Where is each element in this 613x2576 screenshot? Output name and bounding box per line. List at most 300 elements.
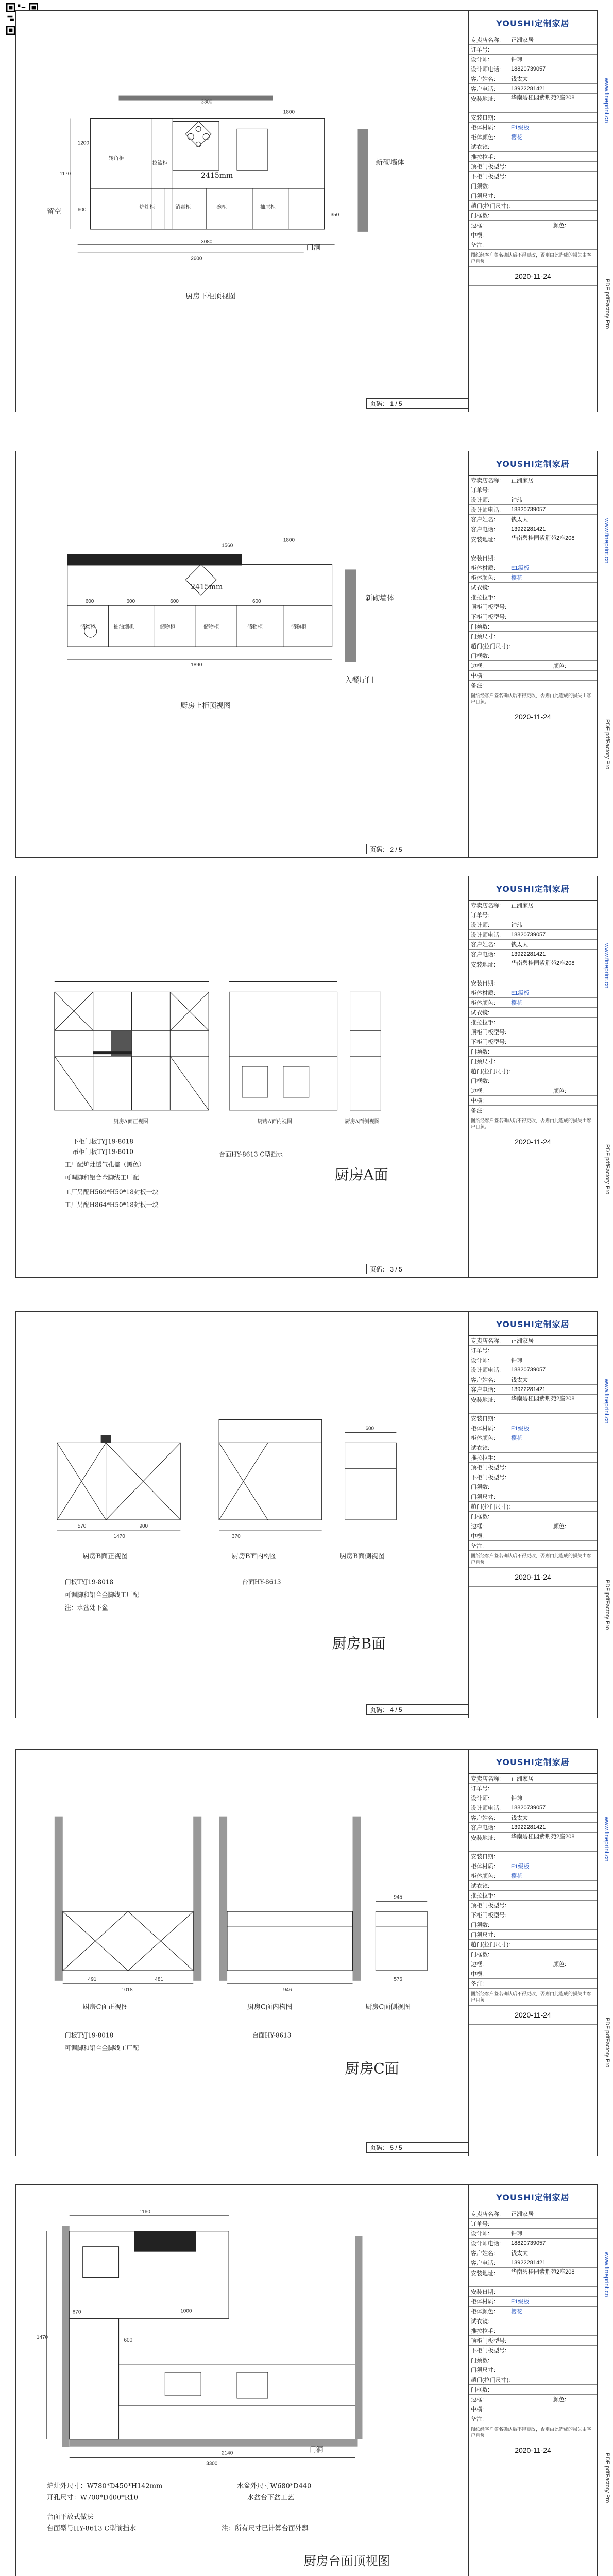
section-title: 厨房A面 [334,1166,388,1183]
info-value: 13922281421 [511,1386,546,1393]
info-row [469,1521,597,1531]
info-key: 顶柜门板型号: [471,604,507,611]
view-b-side: 厨房B面侧视图 [339,1552,385,1561]
info-key: 门框数: [471,2387,490,2393]
note-cutout-size: 开孔尺寸：W700*D400*R10 [46,2494,138,2502]
info-row [469,181,597,191]
info-key: 试衣镜: [471,2318,490,2325]
info-value: 樱花 [511,575,522,581]
dim-w2: 1890 [191,662,202,668]
info-key: 门框数: [471,653,490,659]
info-key: 客户电话: [471,86,496,92]
info-row [469,1018,597,1027]
note-countertop: 台面HY-8613 C型挡水 [219,1150,283,1158]
section-title: 厨房B面 [332,1635,386,1652]
brand-logo: YOUSHI定制家居 [469,1750,597,1774]
dim-h1: 1170 [59,171,71,177]
info-value: 13922281421 [511,2260,546,2266]
info-key: 下柜门板型号: [471,1039,507,1045]
info-row [469,2336,597,2346]
note-sink-size: 水盆外尺寸W680*D440 [237,2482,312,2490]
info-panel [468,1750,597,2156]
info-key: 趟门(拉门尺寸): [471,2377,510,2383]
note-countertop: 台面HY-8613 [252,2031,292,2039]
info-value: 18820739057 [511,506,546,513]
info-key: 顶柜门板型号: [471,1029,507,1036]
section-title: 厨房台面顶视图 [303,2554,390,2569]
info-row [469,1940,597,1950]
info-row [469,2404,597,2414]
info-row [469,563,597,573]
dim-945: 945 [394,1894,402,1901]
info-panel [468,11,597,412]
info-row [469,661,597,671]
notice-text: 图纸经客户签名确认后不得更改，否则由此造成的损失由客户自负。 [469,690,597,707]
info-row [469,1423,597,1433]
info-key: 门须数: [471,624,490,630]
view-c-side: 厨房C面侧视图 [365,2003,411,2011]
info-row [469,2258,597,2268]
dim-1160: 1160 [139,2209,150,2215]
info-value: E1级板 [511,990,530,996]
view-c-inner: 厨房C面内构图 [247,2003,293,2011]
dim-946: 946 [283,1987,292,1993]
info-key: 专卖店名称: [471,1338,501,1344]
info-key: 下柜门板型号: [471,2348,507,2354]
info-value: 18820739057 [511,66,546,72]
dim-576: 576 [394,1976,402,1982]
info-row [469,573,597,583]
info-row [469,45,597,55]
info-row [469,64,597,74]
info-value: 钟玮 [511,922,522,928]
brand-logo: YOUSHI定制家居 [469,2185,597,2209]
info-row [469,1852,597,1861]
dim-900: 900 [139,1523,148,1529]
page-number: 页码： 2 / 5 [366,844,469,854]
info-key: 下柜门板型号: [471,614,507,620]
info-row [469,1813,597,1823]
info-panel [468,2185,597,2576]
dim-1470: 1470 [36,2335,48,2341]
info-row [469,959,597,978]
info-value: 华南碧桂园紫荆苑2座208 [511,535,575,541]
note-adjustable-feet: 可调脚和铝合金脚线工厂配 [64,2044,139,2052]
info-value: 钱太太 [511,517,528,523]
info-row [469,1803,597,1813]
info-row [469,123,597,132]
date: 2020-11-24 [469,2006,597,2025]
info-key: 备注: [471,1543,484,1549]
info-key: 安装地址: [471,96,496,103]
info-key: 柜体材质: [471,125,496,131]
dim-h2: 600 [77,207,87,213]
info-value: 钟玮 [511,1795,522,1802]
info-row [469,612,597,622]
color-key: 颜色: [553,1088,566,1094]
info-key: 设计师电话: [471,66,501,73]
info-key: 顶柜门板型号: [471,164,507,170]
info-key: 趟门(拉门尺寸): [471,643,510,650]
info-key: 设计师: [471,2231,490,2237]
info-key: 顶柜门板型号: [471,2338,507,2344]
info-key: 中横: [471,1098,484,1104]
info-row [469,2297,597,2307]
info-key: 柜体颜色: [471,134,496,141]
dim-d3: 600 [170,599,179,605]
info-value: 钱太太 [511,76,528,82]
pdf-label: PDF pdfFactory Pro [604,2018,610,2068]
info-row [469,2395,597,2404]
info-key: 设计师: [471,497,490,503]
info-value: 正洲家居 [511,2211,534,2217]
dim-600: 600 [365,1426,374,1432]
info-row [469,1881,597,1891]
info-value: 钱太太 [511,1815,528,1821]
info-key: 订单号: [471,47,490,53]
info-row [469,1037,597,1047]
info-row [469,142,597,152]
info-key: 趟门(拉门尺寸): [471,1942,510,1948]
info-key: 边框: [471,1088,484,1094]
info-key: 安装地址: [471,537,496,543]
info-row [469,524,597,534]
info-row [469,651,597,661]
info-key: 门框数: [471,1078,490,1084]
watermark-url[interactable]: www.fineprint.cn [603,1817,610,1862]
sheet-4 [15,1311,610,1718]
note-vent-cover: 工厂配炉灶透气孔盖（黑色） [64,1161,145,1168]
info-row [469,1541,597,1551]
info-value: 华南碧桂园紫荆苑2座208 [511,95,575,101]
info-row [469,1793,597,1803]
view-a-side: 厨房A面侧视图 [345,1118,380,1125]
info-key: 柜体颜色: [471,575,496,581]
info-panel [468,876,597,1277]
brand-logo: YOUSHI定制家居 [469,451,597,476]
info-row [469,1057,597,1066]
date: 2020-11-24 [469,1132,597,1151]
info-key: 试衣镜: [471,1445,490,1451]
info-key: 推拉拉手: [471,154,496,160]
note-board-1: 工厂另配H569*H50*18封板一块 [64,1188,159,1196]
label-storage-4: 储物柜 [247,624,263,631]
info-value: E1级板 [511,125,530,131]
pdf-label: PDF pdfFactory Pro [604,1144,610,1195]
drawing-countertop-top-view [16,2185,468,2576]
info-row [469,2355,597,2365]
note-flat-method: 台面平放式做法 [46,2513,94,2521]
dimension-2415: 2415mm [201,172,233,180]
info-row [469,1355,597,1365]
info-key: 边框: [471,1523,484,1530]
info-key: 订单号: [471,487,490,494]
date: 2020-11-24 [469,267,597,286]
info-key: 备注: [471,1981,484,1987]
info-key: 设计师: [471,1795,490,1802]
info-key: 门须数: [471,2358,490,2364]
info-row [469,221,597,230]
drawing-title: 厨房下柜顶视图 [185,292,236,301]
info-row [469,641,597,651]
info-value: 钟玮 [511,1358,522,1364]
label-dining-door: 入餐厅门 [345,676,374,685]
info-row [469,998,597,1008]
info-key: 中横: [471,2406,484,2413]
info-value: E1级板 [511,2299,530,2305]
info-row [469,1891,597,1901]
info-row [469,988,597,998]
info-row [469,191,597,201]
info-key: 中横: [471,1971,484,1977]
info-row [469,1482,597,1492]
info-row [469,930,597,940]
info-key: 备注: [471,1108,484,1114]
info-key: 客户姓名: [471,2250,496,2257]
sheet-3 [15,876,610,1278]
dim-d1: 600 [85,599,94,605]
info-row [469,1531,597,1541]
info-key: 柜体材质: [471,565,496,571]
info-row [469,2219,597,2229]
info-key: 安装日期: [471,2289,496,2295]
info-key: 设计师: [471,1358,490,1364]
dim-h3: 1200 [77,140,89,146]
label-stove-cabinet: 炉灶柜 [139,205,155,211]
info-key: 客户姓名: [471,1377,496,1383]
info-key: 柜体颜色: [471,1000,496,1006]
info-row [469,132,597,142]
info-row [469,1901,597,1910]
info-panel [468,451,597,857]
info-value: 钱太太 [511,2250,528,2257]
info-value: 樱花 [511,134,522,141]
date: 2020-11-24 [469,707,597,726]
info-row [469,1106,597,1115]
info-key: 专卖店名称: [471,478,501,484]
info-value: 华南碧桂园紫荆苑2座208 [511,1834,575,1840]
info-key: 设计师电话: [471,507,501,513]
info-key: 设计师: [471,922,490,928]
info-row [469,920,597,930]
brand-logo: YOUSHI定制家居 [469,11,597,35]
info-row [469,1076,597,1086]
info-row [469,162,597,172]
info-row [469,1346,597,1355]
info-key: 中横: [471,673,484,679]
dim-d4: 600 [252,599,261,605]
info-row [469,1008,597,1018]
info-key: 门须数: [471,1049,490,1055]
info-row [469,2209,597,2219]
info-key: 门须尺寸: [471,634,496,640]
dim-w4: 1800 [283,109,295,115]
info-row [469,1833,597,1852]
label-storage-2: 储物柜 [160,624,176,631]
info-row [469,910,597,920]
info-row [469,84,597,94]
info-row [469,1433,597,1443]
info-key: 客户姓名: [471,942,496,948]
info-key: 安装日期: [471,980,496,987]
info-row [469,2229,597,2239]
page-number: 页码： 3 / 5 [366,1264,469,1274]
brand-logo: YOUSHI定制家居 [469,1312,597,1336]
info-row [469,1096,597,1106]
info-key: 边框: [471,2397,484,2403]
info-row [469,1047,597,1057]
info-row [469,1861,597,1871]
info-key: 趟门(拉门尺寸): [471,203,510,209]
view-a-front: 厨房A面正视图 [113,1118,148,1125]
info-value: E1级板 [511,1863,530,1870]
dim-600: 600 [124,2337,133,2344]
page-number: 页码： 4 / 5 [366,1704,469,1715]
info-key: 门框数: [471,213,490,219]
info-value: 樱花 [511,1873,522,1879]
info-row [469,1463,597,1472]
info-value: 13922281421 [511,86,546,92]
watermark-url[interactable]: www.fineprint.cn [603,78,610,123]
section-title: 厨房C面 [345,2060,399,2077]
info-key: 推拉拉手: [471,1455,496,1461]
dim-1470: 1470 [113,1533,125,1539]
watermark-url[interactable]: www.fineprint.cn [603,943,610,989]
dim-570: 570 [77,1523,87,1529]
watermark-url[interactable]: www.fineprint.cn [603,518,610,564]
info-row [469,211,597,221]
info-row [469,2365,597,2375]
info-row [469,1336,597,1346]
info-value: E1级板 [511,565,530,571]
info-row [469,55,597,64]
info-key: 门须数: [471,1922,490,1928]
info-key: 专卖店名称: [471,1776,501,1782]
info-key: 安装日期: [471,115,496,121]
info-row [469,583,597,592]
info-value: 13922281421 [511,1824,546,1831]
label-bowl-cabinet: 碗柜 [216,205,227,211]
watermark-url[interactable]: www.fineprint.cn [603,1379,610,1424]
info-key: 柜体颜色: [471,1435,496,1442]
info-row [469,1502,597,1512]
info-value: 钟玮 [511,57,522,63]
view-c-front: 厨房C面正视图 [82,2003,128,2011]
label-leave-empty: 留空 [46,207,61,216]
info-key: 边框: [471,223,484,229]
note-upper-door: 吊柜门板TYJ19-8010 [72,1148,134,1156]
info-key: 安装地址: [471,1397,496,1403]
info-row [469,622,597,632]
info-value: 18820739057 [511,2240,546,2246]
page-number: 页码： 5 / 5 [366,2142,469,2153]
brand-logo: YOUSHI定制家居 [469,876,597,901]
info-key: 柜体颜色: [471,1873,496,1879]
watermark-url[interactable]: www.fineprint.cn [603,2252,610,2297]
color-key: 颜色: [553,2397,566,2403]
info-key: 门须数: [471,1484,490,1490]
info-key: 试衣镜: [471,1010,490,1016]
info-row [469,1950,597,1959]
info-value: 正洲家居 [511,478,534,484]
info-row [469,1066,597,1076]
label-door-opening: 门洞 [306,243,321,252]
color-key: 颜色: [553,223,566,229]
info-row [469,2414,597,2424]
info-row [469,2375,597,2385]
info-row [469,553,597,563]
info-key: 中横: [471,232,484,239]
view-b-inner: 厨房B面内构图 [232,1552,277,1561]
info-value: 18820739057 [511,931,546,938]
info-key: 试衣镜: [471,144,490,150]
info-key: 中横: [471,1533,484,1539]
dim-1000: 1000 [180,2308,192,2314]
info-key: 设计师电话: [471,2241,501,2247]
info-key: 安装地址: [471,1835,496,1841]
info-key: 门须尺寸: [471,193,496,199]
info-row [469,1784,597,1793]
info-row [469,172,597,181]
info-row [469,592,597,602]
dim-481: 481 [155,1976,164,1982]
color-key: 颜色: [553,663,566,669]
pdf-label: PDF pdfFactory Pro [604,719,610,770]
info-key: 专卖店名称: [471,37,501,43]
notice-text: 图纸经客户签名确认后不得更改，否则由此造成的损失由客户自负。 [469,2424,597,2441]
info-key: 设计师电话: [471,932,501,938]
info-value: 钱太太 [511,1377,528,1383]
info-row [469,1414,597,1423]
note-sink-process: 水盆台下盆工艺 [247,2494,294,2502]
pdf-label: PDF pdfFactory Pro [604,1580,610,1630]
info-row [469,1930,597,1940]
info-row [469,2268,597,2287]
label-corner-cabinet: 转角柜 [108,156,124,162]
pdf-label: PDF pdfFactory Pro [604,2453,610,2503]
info-key: 推拉拉手: [471,2328,496,2334]
info-key: 客户电话: [471,527,496,533]
info-row [469,1027,597,1037]
sheet-1 [15,10,610,412]
info-key: 顶柜门板型号: [471,1465,507,1471]
info-row [469,2248,597,2258]
info-value: 樱花 [511,1435,522,1442]
info-key: 订单号: [471,2221,490,2227]
sheet-6 [15,2184,610,2576]
note-countertop-model: 台面型号HY-8613 C型前挡水 [46,2524,137,2533]
info-value: 13922281421 [511,526,546,532]
drawing-lower-cabinet-top-view [16,11,468,412]
info-row [469,1492,597,1502]
info-row [469,2385,597,2395]
info-key: 柜体材质: [471,1426,496,1432]
info-key: 下柜门板型号: [471,1475,507,1481]
info-row [469,1365,597,1375]
info-key: 订单号: [471,912,490,919]
info-row [469,534,597,553]
dim-w1: 1800 [283,537,295,544]
label-new-wall: 新砌墙体 [365,594,395,603]
info-row [469,2287,597,2297]
info-value: 华南碧桂园紫荆苑2座208 [511,1396,575,1402]
info-row [469,152,597,162]
info-key: 备注: [471,683,484,689]
info-key: 下柜门板型号: [471,1912,507,1919]
info-row [469,1871,597,1881]
info-key: 推拉拉手: [471,595,496,601]
dim-h4: 350 [330,212,339,218]
